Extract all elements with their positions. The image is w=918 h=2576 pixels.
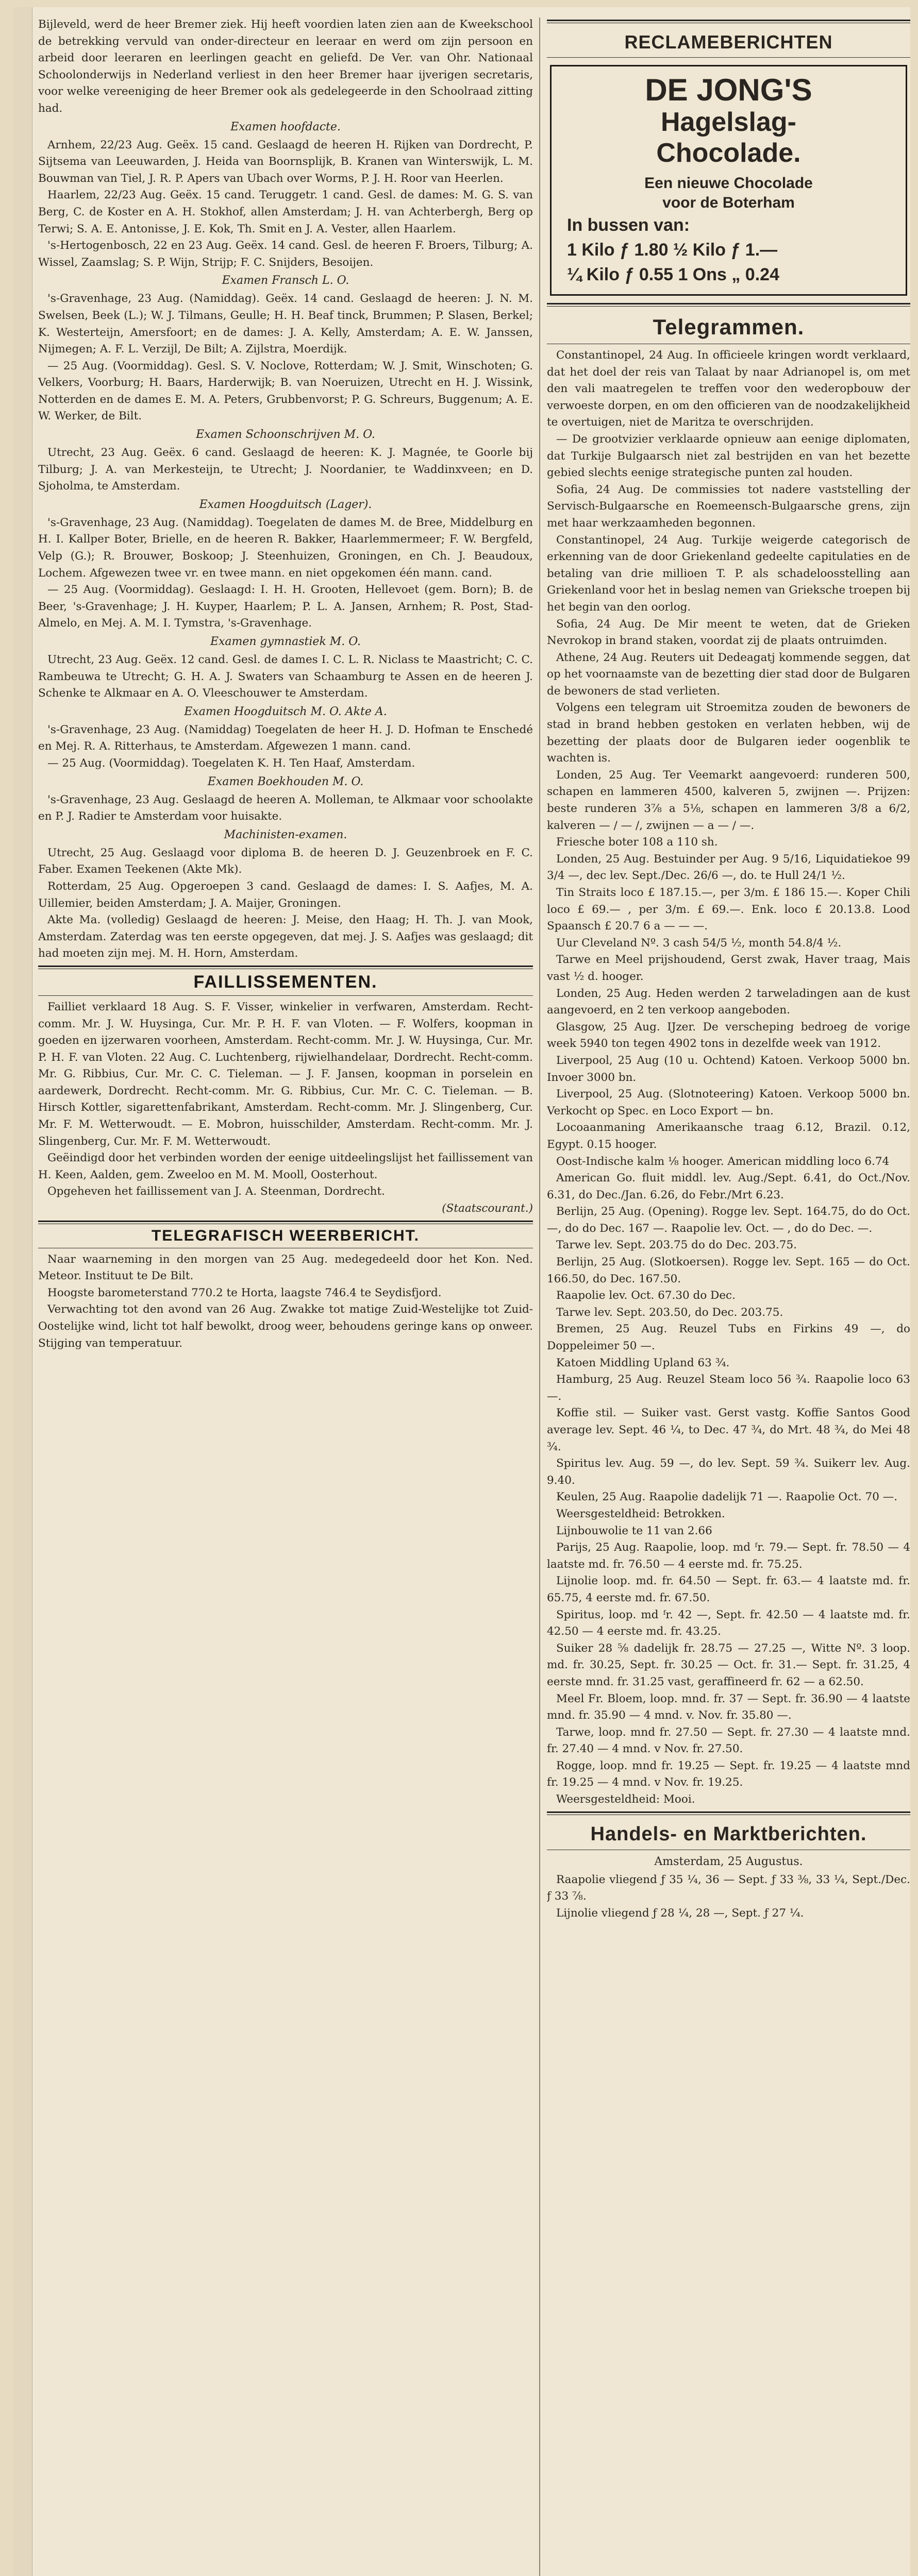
reclameberichten-title: RECLAMEBERICHTEN [624, 31, 833, 53]
heading-hoogduitsch-lager: Examen Hoogduitsch (Lager). [199, 498, 372, 511]
ad-tagline-2: voor de Boterham [662, 194, 795, 211]
paragraph: Berlijn, 25 Aug. (Opening). Rogge lev. Sept. 164.75, do do Oct. —, do do Dec. 167 —. Raapolie lev. Oct. — , do do Dec. —. [547, 1205, 910, 1235]
paragraph: 's-Gravenhage, 23 Aug. (Namiddag) Toegelaten de heer H. J. D. Hofman te Enschedé en Mej. R. A. Ritterhaus, te Amsterdam. Afgewezen 1 mann. cand. [38, 723, 533, 753]
heading-gymnastiek: Examen gymnastiek M. O. [210, 635, 361, 648]
paragraph: Londen, 25 Aug. Bestuinder per Aug. 9 5/16, Liquidatiekoe 99 3/4 —, dec lev. Sept./Dec. 26/6 —, do. te Hull 24/1 ½. [547, 852, 910, 883]
paragraph: Constantinopel, 24 Aug. Turkije weigerde categorisch de erkenning van de door Griekenland gedeelte capitulaties en de betaling van drie millioen T. P. als schadeloosstelling aan Griekenland voor het in beslag nemen van Grieksche troepen bij het begin van den oorlog. [547, 533, 910, 614]
paragraph: Tin Straits loco £ 187.15.—, per 3/m. £ 186 15.—. Koper Chili loco £ 69.— , per 3/m. £ 69.—. Enk. loco £ 20.13.8. Lood Spaansch £ 20.7 6 a — — —. [547, 886, 910, 933]
left-margin-strip [13, 7, 32, 2576]
paragraph: Keulen, 25 Aug. Raapolie dadelijk 71 —. Raapolie Oct. 70 —. [556, 1490, 898, 1504]
paragraph: Londen, 25 Aug. Ter Veemarkt aangevoerd: runderen 500, schapen en lammeren 4500, kalveren 5, zwijnen —. Prijzen: beste runderen 3⅞ a 5⅛, schapen en lammeren 3/8 a 6/2, kalveren — / — /, zwijnen — a — / —. [547, 768, 910, 832]
paragraph: Parijs, 25 Aug. Raapolie, loop. md ᶠr. 79.— Sept. fr. 78.50 — 4 laatste md. fr. 76.50 — 4 eerste md. fr. 75.25. [547, 1541, 910, 1571]
paragraph: Raapolie lev. Oct. 67.30 do Dec. [556, 1289, 736, 1302]
paragraph: Koffie stil. — Suiker vast. Gerst vastg. Koffie Santos Good average lev. Sept. 46 ¼, to Dec. 47 ¾, do Mrt. 48 ¾, do Mei 48 ¾. [547, 1406, 910, 1453]
right-column [547, 16, 910, 2576]
paragraph: — 25 Aug. (Voormiddag). Toegelaten K. H. Ten Haaf, Amsterdam. [47, 756, 415, 770]
section-rule [547, 1811, 910, 1815]
paragraph: Geëindigd door het verbinden worden der eenige uitdeelingslijst het faillissement van H. Keen, Aalden, gem. Zweeloo en M. M. Mooll, Oosterhout. [38, 1151, 533, 1181]
paragraph: Oost-Indische kalm ⅛ hooger. American middling loco 6.74 [556, 1155, 890, 1168]
paragraph: Utrecht, 25 Aug. Geslaagd voor diploma B. de heeren D. J. Geuzenbroek en F. C. Faber. Examen Teekenen (Akte Mk). [38, 846, 533, 876]
paragraph: Weersgesteldheid: Betrokken. [556, 1507, 725, 1520]
paragraph: Tarwe lev. Sept. 203.75 do do Dec. 203.75. [556, 1239, 797, 1252]
section-rule [547, 303, 910, 307]
paragraph: 's-Hertogenbosch, 22 en 23 Aug. Geëx. 14 cand. Gesl. de heeren F. Broers, Tilburg; A. Wissel, Zaamslag; S. P. Wijn, Strijp; F. C. Snijders, Besoijen. [38, 239, 533, 269]
paragraph: Locoaanmaning Amerikaansche traag 6.12, Brazil. 0.12, Egypt. 0.15 hooger. [547, 1121, 910, 1151]
paragraph: Meel Fr. Bloem, loop. mnd. fr. 37 — Sept. fr. 36.90 — 4 laatste mnd. fr. 35.90 — 4 mnd. v. Nov. fr. 35.80 —. [547, 1692, 910, 1722]
paragraph: Tarwe en Meel prijshoudend, Gerst zwak, Haver traag, Mais vast ½ d. hooger. [547, 953, 910, 983]
paragraph: 's-Gravenhage, 23 Aug. Geslaagd de heeren A. Molleman, te Alkmaar voor schoolakte en P. J. Radier te Amsterdam voor huisakte. [38, 793, 533, 823]
paragraph: Rogge, loop. mnd fr. 19.25 — Sept. fr. 19.25 — 4 laatste mnd fr. 19.25 — 4 mnd. v Nov. fr. 19.25. [547, 1759, 910, 1789]
paragraph: — 25 Aug. (Voormiddag). Gesl. S. V. Noclove, Rotterdam; W. J. Smit, Winschoten; G. Velkers, Voorburg; H. Baars, Harderwijk; B. van Noeruizen, Utrecht en H. J. Wissink, Notterden en de dames E. M. A. Peters, Grubbenvorst; P. G. Schreurs, Buggenum; A. E. W. Werker, de Bilt. [38, 359, 533, 423]
paragraph: Spiritus, loop. md ᶠr. 42 —, Sept. fr. 42.50 — 4 laatste md. fr. 42.50 — 4 eerste md. fr. 43.25. [547, 1608, 910, 1638]
paragraph: Utrecht, 23 Aug. Geëx. 6 cand. Geslaagd de heeren: K. J. Magnée, te Goorle bij Tilburg; J. A. van Merkesteijn, te Utrecht; J. Noordanier, te Waddinxveen; en D. Sjoholma, te Amsterdam. [38, 446, 533, 493]
paragraph: Raapolie vliegend ƒ 35 ¼, 36 — Sept. ƒ 33 ⅜, 33 ¼, Sept./Dec. ƒ 33 ⅞. [547, 1873, 910, 1903]
paragraph: Akte Ma. (volledig) Geslaagd de heeren: J. Meise, den Haag; H. Th. J. van Mook, Amsterdam. Zaterdag was ten eerste opgegeven, dat mej. J. S. Aafjes was geslaagd; dit had moeten zijn mej. M. H. Horn, Amsterdam. [38, 913, 533, 960]
paragraph: 's-Gravenhage, 23 Aug. (Namiddag). Toegelaten de dames M. de Bree, Middelburg en H. I. Kallper Boter, Brielle, en de heeren R. Bakker, Haarlemmermeer; F. W. Bergfeld, Velp (G.); R. Brouwer, Boskoop; J. Steenhuizen, Groningen, en Ch. J. Beaudoux, Lochem. Afgewezen twee vr. en twee mann. en niet opgekomen één mann. cand. [38, 516, 533, 580]
paragraph: Verwachting tot den avond van 26 Aug. Zwakke tot matige Zuid-Westelijke tot Zuid-Oostelijke wind, licht tot half bewolkt, droog weer, behoudens geringe kans op onweer. Stijging van temperatuur. [38, 1303, 533, 1350]
paragraph: Constantinopel, 24 Aug. In officieele kringen wordt verklaard, dat het doel der reis van Talaat by naar Adrianopel is, om met den vali maatregelen te treffen voor den wederopbouw der verwoeste dorpen, en om den officieren van de noodzakelijkheid te overtuigen, niet de Maritza te overschrijden. [547, 349, 910, 429]
paragraph: Bremen, 25 Aug. Reuzel Tubs en Firkins 49 —, do Doppeleimer 50 —. [547, 1323, 910, 1353]
paragraph: Glasgow, 25 Aug. IJzer. De verscheping bedroeg de vorige week 5940 ton tegen 4902 tons in dezelfde week van 1912. [547, 1020, 910, 1050]
onderwijs-intro: Bijleveld, werd de heer Bremer ziek. Hij heeft voordien laten zien aan de Kweekschool de betrekking vervuld van onder-directeur en leeraar en werd om zijn persoon en arbeid door leeraren en leerlingen geacht en geliefd. De Ver. van Ohr. Nationaal Schoolonderwijs in Nederland verliest in den heer Bremer haar ijverigen secretaris, voor welke vereeniging de heer Bremer ook als gedelegeerde in den Schoolraad zitting had. [38, 18, 533, 115]
paragraph: Berlijn, 25 Aug. (Slotkoersen). Rogge lev. Sept. 165 — do Oct. 166.50, do Dec. 167.50. [547, 1256, 910, 1285]
paragraph: Liverpool, 25 Aug. (Slotnoteering) Katoen. Verkoop 5000 bn. Verkocht op Spec. en Loco Export — bn. [547, 1088, 910, 1117]
paragraph: Naar waarneming in den morgen van 25 Aug. medegedeeld door het Kon. Ned. Meteor. Instituut te De Bilt. [38, 1252, 533, 1283]
paragraph: Tarwe, loop. mnd fr. 27.50 — Sept. fr. 27.30 — 4 laatste mnd. fr. 27.40 — 4 mnd. v Nov. fr. 27.50. [547, 1725, 910, 1756]
ad-product-2: Chocolade. [656, 138, 801, 168]
paragraph: Arnhem, 22/23 Aug. Geëx. 15 cand. Geslaagd de heeren H. Rijken van Dordrecht, P. Sijtsema van Leeuwarden, J. Heida van Boornsplijk, B. Kranen van Winterswijk, L. M. Bouwman van Tiel, J. R. P. Apers van Ubach over Worms, P. J. H. Roor van Heerlen. [38, 138, 533, 185]
paragraph: Suiker 28 ⁵⁄₈ dadelijk fr. 28.75 — 27.25 —, Witte Nº. 3 loop. md. fr. 30.25, Sept. fr. 30.25 — Oct. fr. 31.— Sept. fr. 31.25, 4 eerste mnd. fr. 31.25 vast, geraffineerd fr. 62 — a 62.50. [547, 1641, 910, 1688]
faillissementen-title: FAILLISSEMENTEN. [193, 972, 378, 992]
section-rule [547, 20, 910, 23]
paragraph: 's-Gravenhage, 23 Aug. (Namiddag). Geëx. 14 cand. Geslaagd de heeren: J. N. M. Swelsen, Beek (L.); W. J. Tilmans, Geulle; H. H. Beaf tinck, Brummen; P. Slasen, Berkel; K. Westerteijn, Amersfoort; en de dames: J. A. Kelly, Amsterdam; A. E. W. Janssen, Nijmegen; A. F. L. Verzijl, De Bilt; A. Zijlstra, Moerdijk. [38, 292, 533, 356]
heading-hoogduitsch-mo: Examen Hoogduitsch M. O. Akte A. [184, 705, 387, 718]
column-divider [539, 18, 540, 2576]
paragraph: Tarwe lev. Sept. 203.50, do Dec. 203.75. [556, 1306, 783, 1319]
paragraph: Haarlem, 22/23 Aug. Geëx. 15 cand. Teruggetr. 1 cand. Gesl. de dames: M. G. S. van Berg, C. de Koster en A. H. Stokhof, allen Amsterdam; J. H. van Achterbergh, Berg op Terwi; S. A. E. Antonisse, J. E. Kok, Th. Smit en J. A. Vester, allen Haarlem. [38, 189, 533, 235]
telegrammen-title: Telegrammen. [653, 315, 805, 339]
paragraph: Failliet verklaard 18 Aug. S. F. Visser, winkelier in verfwaren, Amsterdam. Recht-comm. Mr. J. W. Huysinga, Cur. Mr. P. H. F. van Vloten. — F. Wolfers, koopman in goeden en ijzerwaren voorheen, Amsterdam. Recht-comm. Mr. J. W. Huysinga, Cur. Mr. P. H. F. van Vloten. 22 Aug. C. Luchtenberg, rijwielhandelaar, Dordrecht. Recht-comm. Mr. G. Ribbius, Cur. Mr. C. C. Tieleman. — J. F. Jansen, koopman in porselein en aardewerk, Dordrecht. Recht-comm. Mr. G. Ribbius, Cur. Mr. C. C. Tieleman. — B. Hirsch Kottler, sigarettenfabrikant, Amsterdam. Recht-comm. Mr. J. Slingenberg, Cur. Mr. F. M. Wetterwoudt. — E. Mobron, huisschilder, Amsterdam. Recht-comm. Mr. J. Slingenberg, Cur. Mr. F. M. Wetterwoudt. [38, 1000, 533, 1148]
paragraph: Sofia, 24 Aug. De Mir meent te weten, dat de Grieken Nevrokop in brand staken, voordat zij de plaats ontruimden. [547, 617, 910, 648]
heading-boekhouden: Examen Boekhouden M. O. [207, 775, 364, 788]
paragraph: — De grootvizier verklaarde opnieuw aan eenige diplomaten, dat Turkije Bulgaarsch niet zal bestrijden en van het bezette gebied slechts eenige strategische punten zal houden. [547, 432, 910, 480]
paragraph: Weersgesteldheid: Mooi. [556, 1793, 695, 1806]
section-rule [547, 57, 910, 58]
chocolate-advertisement [550, 65, 907, 296]
paragraph: Uur Cleveland Nº. 3 cash 54/5 ½, month 54.8/4 ½. [556, 936, 842, 950]
ad-price-1: 1 Kilo ƒ 1.80 ½ Kilo ƒ 1.— [567, 240, 778, 260]
section-rule [38, 995, 533, 996]
paragraph: Utrecht, 23 Aug. Geëx. 12 cand. Gesl. de dames I. C. L. R. Niclass te Maastricht; C. C. Rambeuwa te Utrecht; G. H. A. J. Swaters van Schaamburg te Assen en de heeren J. Schenke te Alkmaar en A. O. Vleeschouwer te Amsterdam. [38, 653, 533, 700]
paragraph: Katoen Middling Upland 63 ¾. [556, 1356, 730, 1369]
ad-product-1: Hagelslag- [661, 107, 796, 137]
source-note: (Staatscourant.) [442, 1202, 533, 1215]
left-column [38, 16, 533, 2576]
paragraph: Volgens een telegram uit Stroemitza zouden de bewoners de stad in brand hebben gestoken en verlaten hebben, wij de bezetting der plaats door de Bulgaren ieder oogenblik te wachten is. [547, 701, 910, 765]
section-rule [38, 965, 533, 969]
section-rule [38, 1221, 533, 1224]
paragraph: Lijnolie loop. md. fr. 64.50 — Sept. fr. 63.— 4 laatste md. fr. 65.75, 4 eerste md. fr. 67.50. [547, 1574, 910, 1604]
ad-tagline-1: Een nieuwe Chocolade [644, 175, 813, 192]
heading-hoofdacte: Examen hoofdacte. [230, 120, 341, 133]
paragraph: Athene, 24 Aug. Reuters uit Dedeagatj kommende seggen, dat op het voornaamste van de bezetting dier stad door de Bulgaren de bewoners de stad verlieten. [547, 651, 910, 698]
heading-schoonschrijven: Examen Schoonschrijven M. O. [196, 428, 375, 442]
paragraph: Friesche boter 108 a 110 sh. [556, 836, 718, 849]
paragraph: Lijnolie vliegend ƒ 28 ¼, 28 —, Sept. ƒ 27 ¼. [556, 1906, 804, 1920]
handel-dateline: Amsterdam, 25 Augustus. [654, 1855, 803, 1868]
paragraph: Londen, 25 Aug. Heden werden 2 tarweladingen aan de kust aangevoerd, en 2 ten verkoop aangeboden. [547, 987, 910, 1017]
paragraph: Opgeheven het faillissement van J. A. Steenman, Dordrecht. [47, 1185, 385, 1198]
ad-price-2: ¼ Kilo ƒ 0.55 1 Ons „ 0.24 [567, 265, 779, 284]
paragraph: Spiritus lev. Aug. 59 —, do lev. Sept. 59 ¾. Suikerr lev. Aug. 9.40. [547, 1457, 910, 1487]
paragraph: Lijnbouwolie te 11 van 2.66 [556, 1524, 712, 1537]
handelsberichten-title: Handels- en Marktberichten. [590, 1823, 867, 1845]
heading-machinisten: Machinisten-examen. [224, 828, 347, 841]
paragraph: Liverpool, 25 Aug (10 u. Ochtend) Katoen. Verkoop 5000 bn. Invoer 3000 bn. [547, 1054, 910, 1084]
paragraph: Hoogste barometerstand 770.2 te Horta, laagste 746.4 te Seydisfjord. [47, 1286, 442, 1299]
paragraph: Rotterdam, 25 Aug. Opgeroepen 3 cand. Geslaagd de dames: I. S. Aafjes, M. A. Uillemier, beiden Amsterdam; J. A. Maijer, Groningen. [38, 879, 533, 910]
weerbericht-title: TELEGRAFISCH WEERBERICHT. [151, 1227, 420, 1244]
paragraph: — 25 Aug. (Voormiddag). Geslaagd: I. H. H. Grooten, Hellevoet (gem. Born); B. de Beer, 's-Gravenhage; J. H. Kuyper, Haarlem; P. L. A. Jansen, Arnhem; R. Post, Stad-Almelo, en Mej. A. M. I. Tymstra, 's-Gravenhage. [38, 583, 533, 630]
ad-tagline-3: In bussen van: [567, 215, 690, 235]
ad-brand: DE JONG'S [645, 73, 812, 107]
paragraph: Sofia, 24 Aug. De commissies tot nadere vaststelling der Servisch-Bulgaarsche en Roemeensch-Bulgaarsche grens, zijn met haar werkzaamheden begonnen. [547, 483, 910, 530]
paragraph: American Go. fluit middl. lev. Aug./Sept. 6.41, do Oct./Nov. 6.31, do Dec./Jan. 6.26, do Febr./Mrt 6.23. [547, 1172, 910, 1201]
heading-fransch: Examen Fransch L. O. [222, 274, 349, 287]
paragraph: Hamburg, 25 Aug. Reuzel Steam loco 56 ¾. Raapolie loco 63 —. [547, 1373, 910, 1403]
newspaper-page [13, 7, 910, 2576]
